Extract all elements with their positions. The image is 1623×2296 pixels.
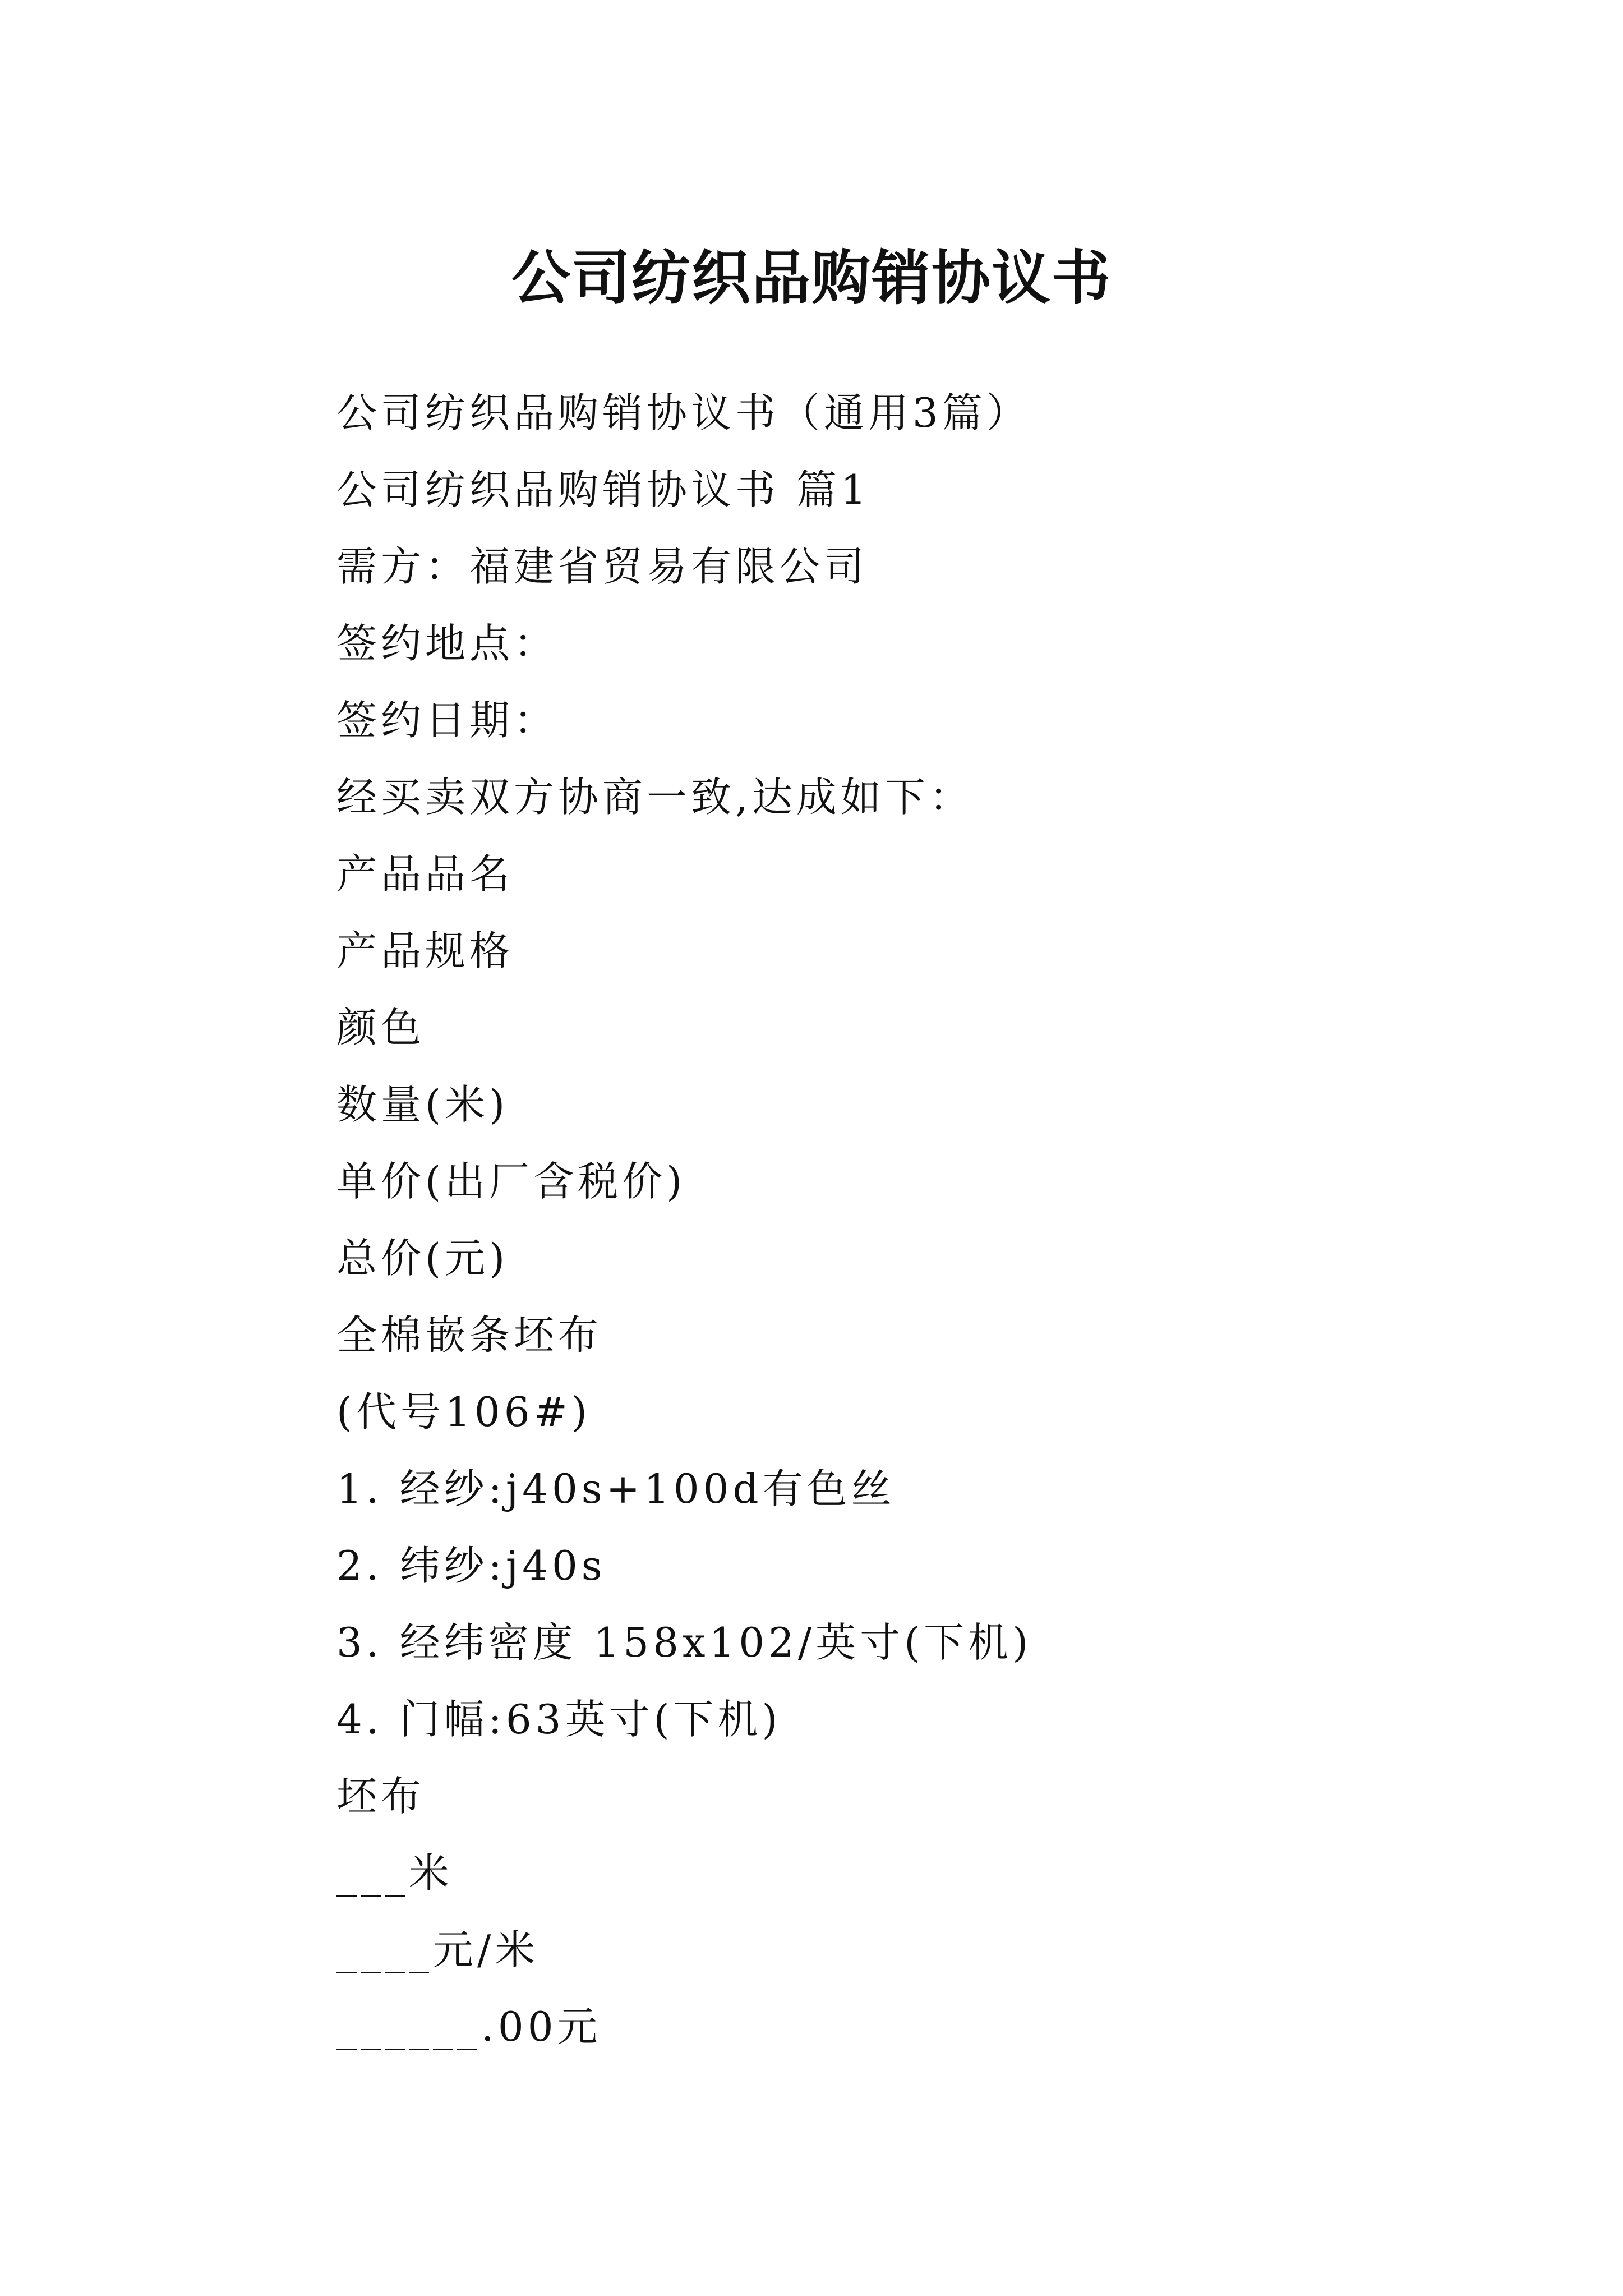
body-line: (代号106#) [336, 1388, 591, 1435]
body-line: ___米 [336, 1849, 454, 1897]
document-title: 公司纺织品购销协议书 [511, 243, 1112, 313]
body-line: 全棉嵌条坯布 [336, 1312, 603, 1359]
body-line: ______.00元 [336, 2003, 602, 2050]
body-line: 数量(米) [336, 1081, 509, 1128]
body-line: 签约日期： [336, 697, 559, 744]
body-line: 总价(元) [336, 1235, 509, 1282]
body-line: 产品品名 [336, 850, 514, 898]
body-line: 1. 经纱:j40s+100d有色丝 [336, 1465, 896, 1512]
body-line: 2. 纬纱:j40s [336, 1542, 606, 1589]
body-line: ____元/米 [336, 1926, 540, 1973]
document-body [336, 375, 1514, 2065]
body-line: 需方：福建省贸易有限公司 [336, 543, 869, 590]
body-line: 单价(出厂含税价) [336, 1158, 686, 1205]
body-line: 4. 门幅:63英寸(下机) [336, 1696, 782, 1743]
body-line: 产品规格 [336, 927, 514, 974]
body-line: 公司纺织品购销协议书 篇1 [336, 466, 870, 513]
body-line: 坯布 [336, 1773, 426, 1820]
body-line: 颜色 [336, 1004, 426, 1051]
body-line: 3. 经纬密度 158x102/英寸(下机) [336, 1619, 1032, 1666]
body-line: 公司纺织品购销协议书（通用3篇） [336, 389, 1031, 436]
body-line: 签约地点： [336, 620, 559, 667]
body-line: 经买卖双方协商一致,达成如下： [336, 774, 974, 821]
